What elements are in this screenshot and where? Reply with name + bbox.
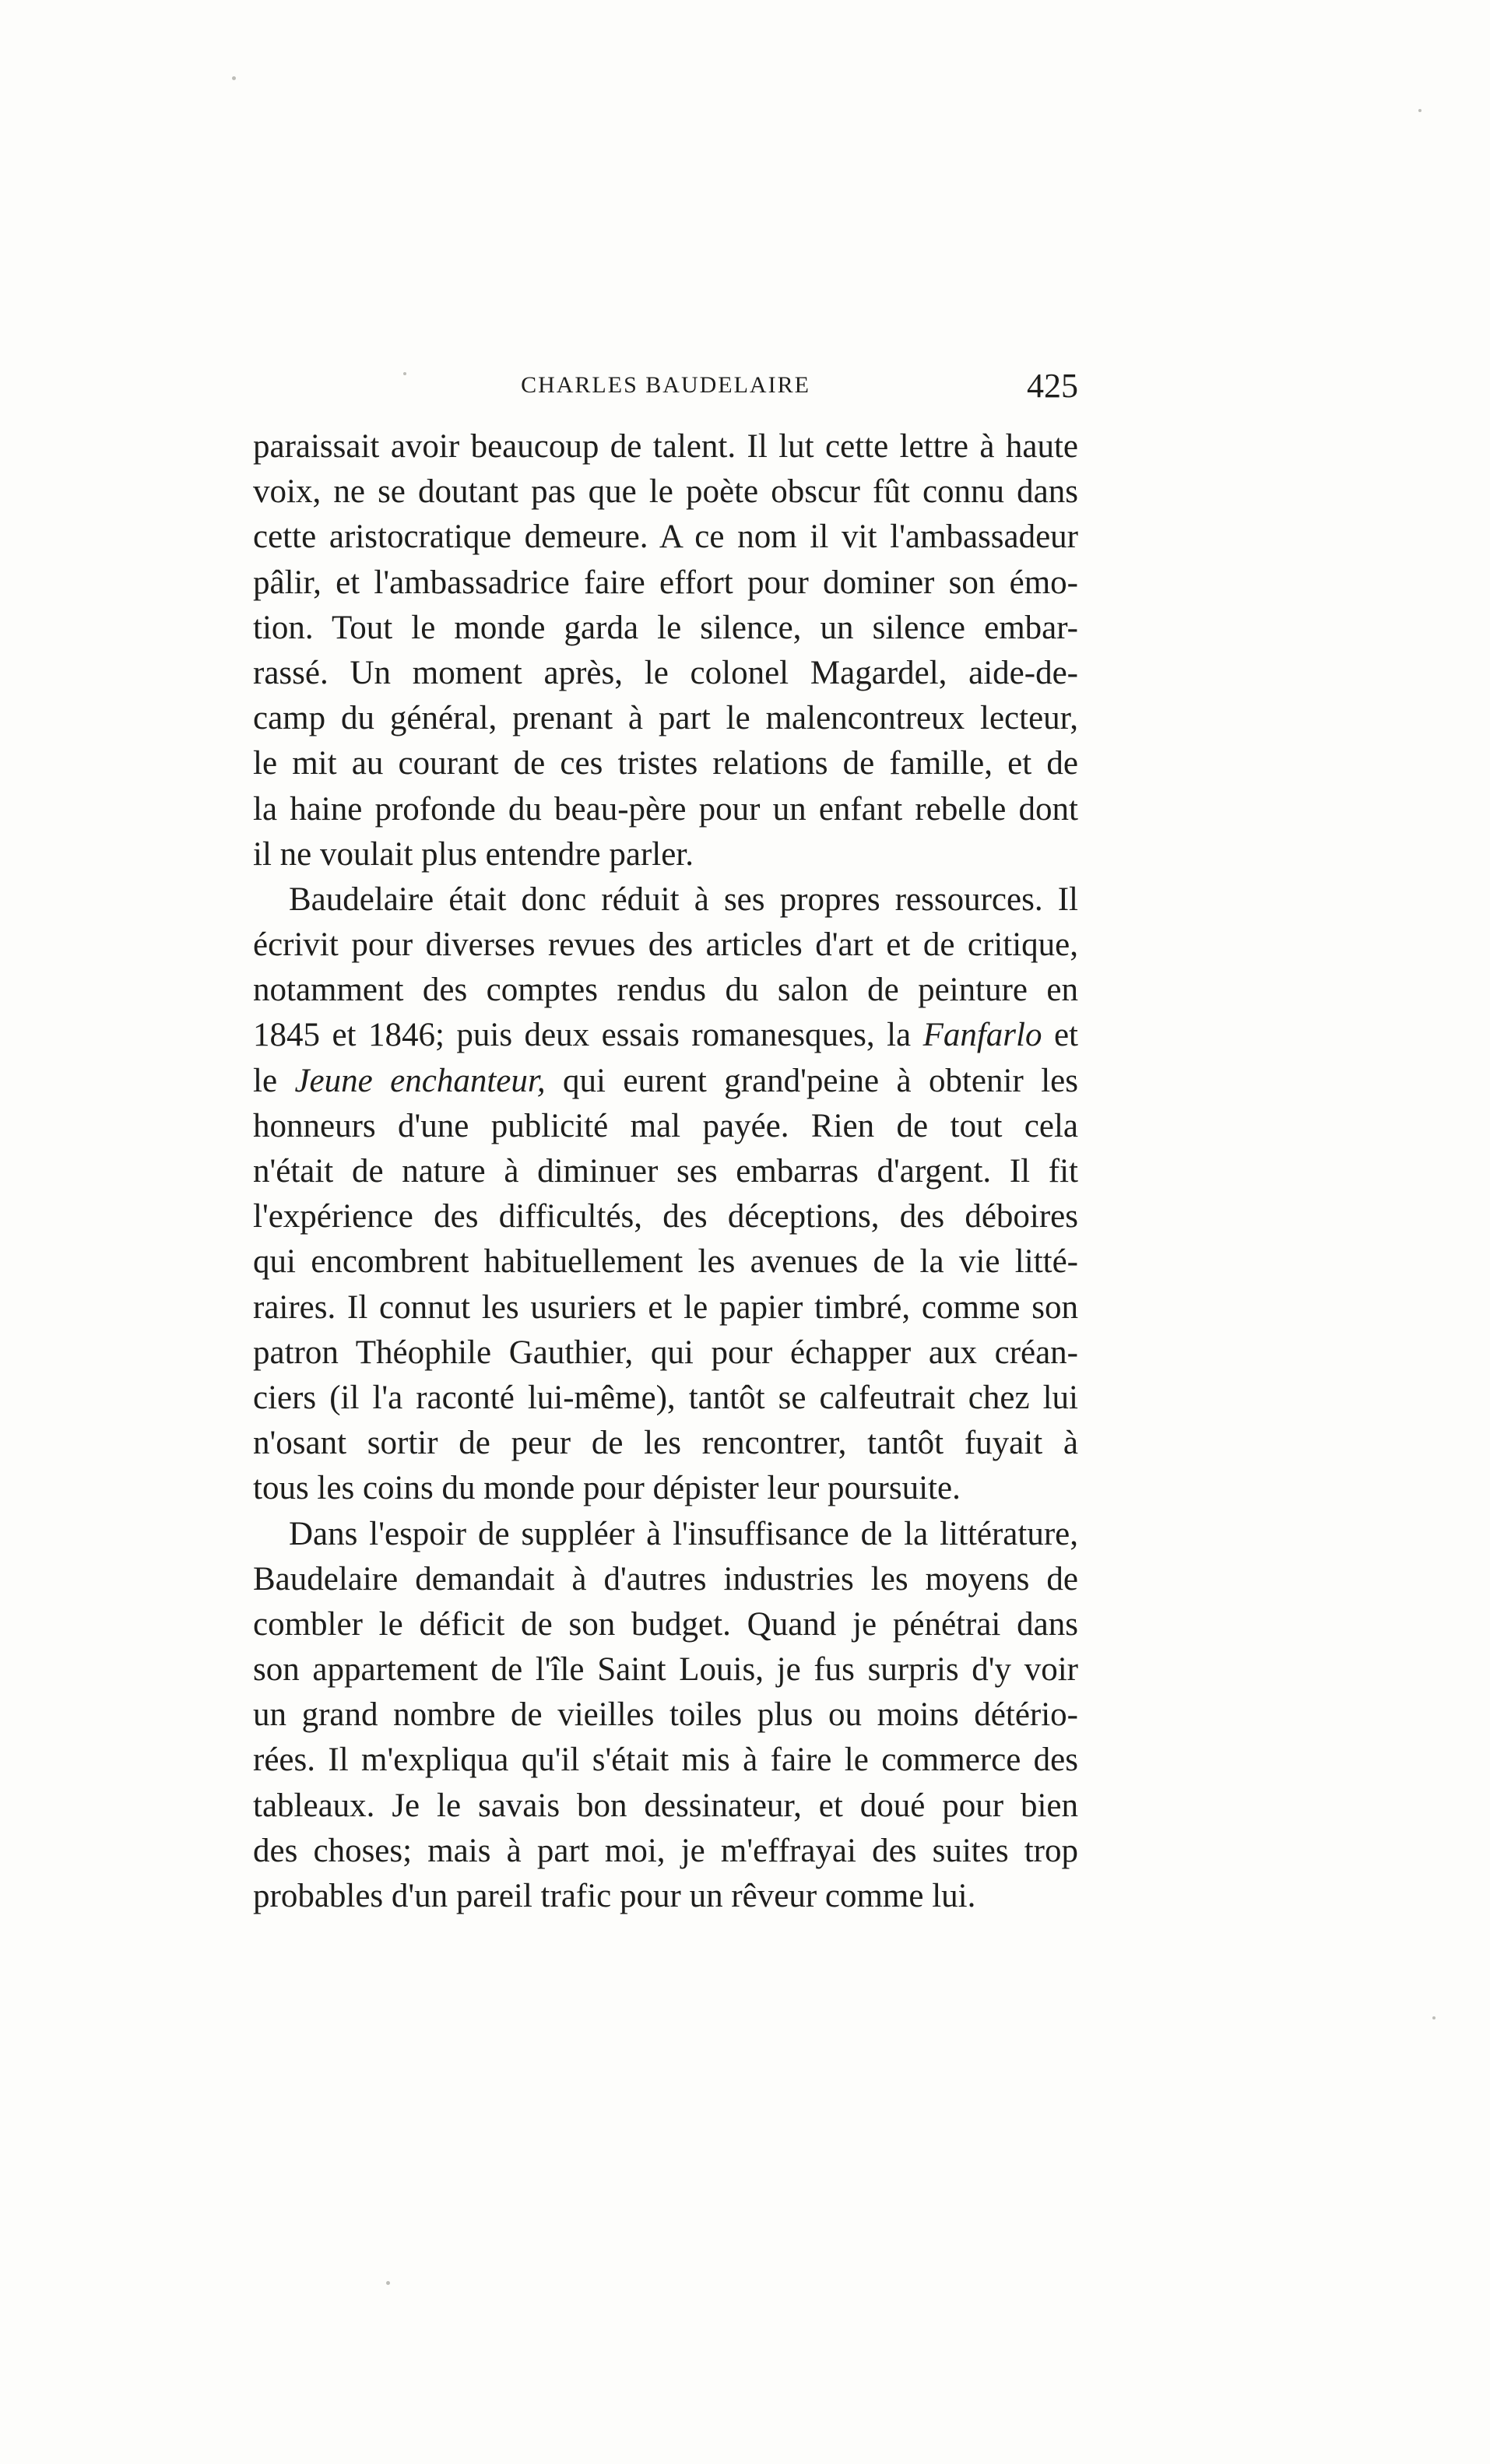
text-line: n'osant sortir de peur de les rencontrer, tantôt fuyait à — [253, 1425, 1078, 1462]
text-line: Baudelaire était donc réduit à ses propres ressources. Il — [289, 881, 1078, 918]
paper-speck — [1418, 109, 1421, 112]
paper-speck — [232, 76, 236, 80]
text-line: tableaux. Je le savais bon dessinateur, et doué pour bien — [253, 1787, 1078, 1824]
text-line: la haine profonde du beau-père pour un enfant rebelle dont — [253, 790, 1078, 828]
text-segment: qui eurent grand'peine à obtenir les — [545, 1062, 1078, 1099]
text-line: honneurs d'une publicité mal payée. Rien de tout cela — [253, 1107, 1078, 1144]
text-line: rassé. Un moment après, le colonel Magardel, aide-de- — [253, 654, 1078, 691]
text-line: il ne voulait plus entendre parler. — [253, 835, 694, 873]
text-segment: et — [1042, 1017, 1078, 1054]
text-line: probables d'un pareil trafic pour un rêveur comme lui. — [253, 1878, 976, 1914]
text-line: son appartement de l'île Saint Louis, je fus surpris d'y voir — [253, 1651, 1078, 1689]
text-line: Dans l'espoir de suppléer à l'insuffisance de la littérature, — [289, 1515, 1078, 1552]
text-line: camp du général, prenant à part le malencontreux lecteur, — [253, 700, 1078, 737]
text-line: voix, ne se doutant pas que le poète obscur fût connu dans — [253, 473, 1078, 511]
text-line: qui encombrent habituellement les avenues de la vie litté- — [253, 1243, 1078, 1281]
text-line: un grand nombre de vieilles toiles plus ou moins détério- — [253, 1696, 1078, 1734]
text-line: pâlir, et l'ambassadrice faire effort pour dominer son émo- — [253, 564, 1078, 601]
text-line — [253, 1013, 1078, 1058]
text-line: Baudelaire demandait à d'autres industries les moyens de — [253, 1560, 1078, 1598]
text-segment: le — [253, 1062, 295, 1099]
text-line: paraissait avoir beaucoup de talent. Il lut cette lettre à haute — [253, 428, 1078, 465]
text-line: combler le déficit de son budget. Quand je pénétrai dans — [253, 1605, 1078, 1643]
body-text — [253, 424, 1078, 1919]
text-line: tion. Tout le monde garda le silence, un silence embar- — [253, 609, 1078, 646]
text-line: l'expérience des difficultés, des déceptions, des déboires — [253, 1198, 1078, 1236]
text-line: notamment des comptes rendus du salon de peinture en — [253, 972, 1078, 1009]
page-number: 425 — [1027, 367, 1078, 405]
text-line: des choses; mais à part moi, je m'effrayai des suites trop — [253, 1832, 1078, 1869]
text-line: patron Théophile Gauthier, qui pour échapper aux créan- — [253, 1334, 1078, 1371]
text-line — [253, 1059, 1078, 1104]
text-line: le mit au courant de ces tristes relations de famille, et de — [253, 745, 1078, 782]
text-line: raires. Il connut les usuriers et le papier timbré, comme son — [253, 1288, 1078, 1326]
text-line: ciers (il l'a raconté lui-même), tantôt se calfeutrait chez lui — [253, 1379, 1078, 1416]
text-line: rées. Il m'expliqua qu'il s'était mis à faire le commerce des — [253, 1742, 1078, 1779]
text-segment: 1845 et 1846; puis deux essais romanesques, la — [253, 1017, 923, 1054]
text-line: n'était de nature à diminuer ses embarras d'argent. Il fit — [253, 1153, 1078, 1190]
paper-speck — [403, 372, 406, 375]
running-head — [253, 366, 1078, 413]
text-line: tous les coins du monde pour dépister leur poursuite. — [253, 1470, 961, 1507]
text-line: écrivit pour diverses revues des articles d'art et de critique, — [253, 926, 1078, 964]
italic-title: Fanfarlo — [922, 1017, 1042, 1054]
paper-speck — [386, 2281, 390, 2285]
italic-title: Jeune enchanteur, — [294, 1062, 546, 1099]
text-line: cette aristocratique demeure. A ce nom il vit l'ambassadeur — [253, 518, 1078, 556]
paper-speck — [1432, 2016, 1436, 2019]
running-title: CHARLES BAUDELAIRE — [521, 372, 810, 398]
